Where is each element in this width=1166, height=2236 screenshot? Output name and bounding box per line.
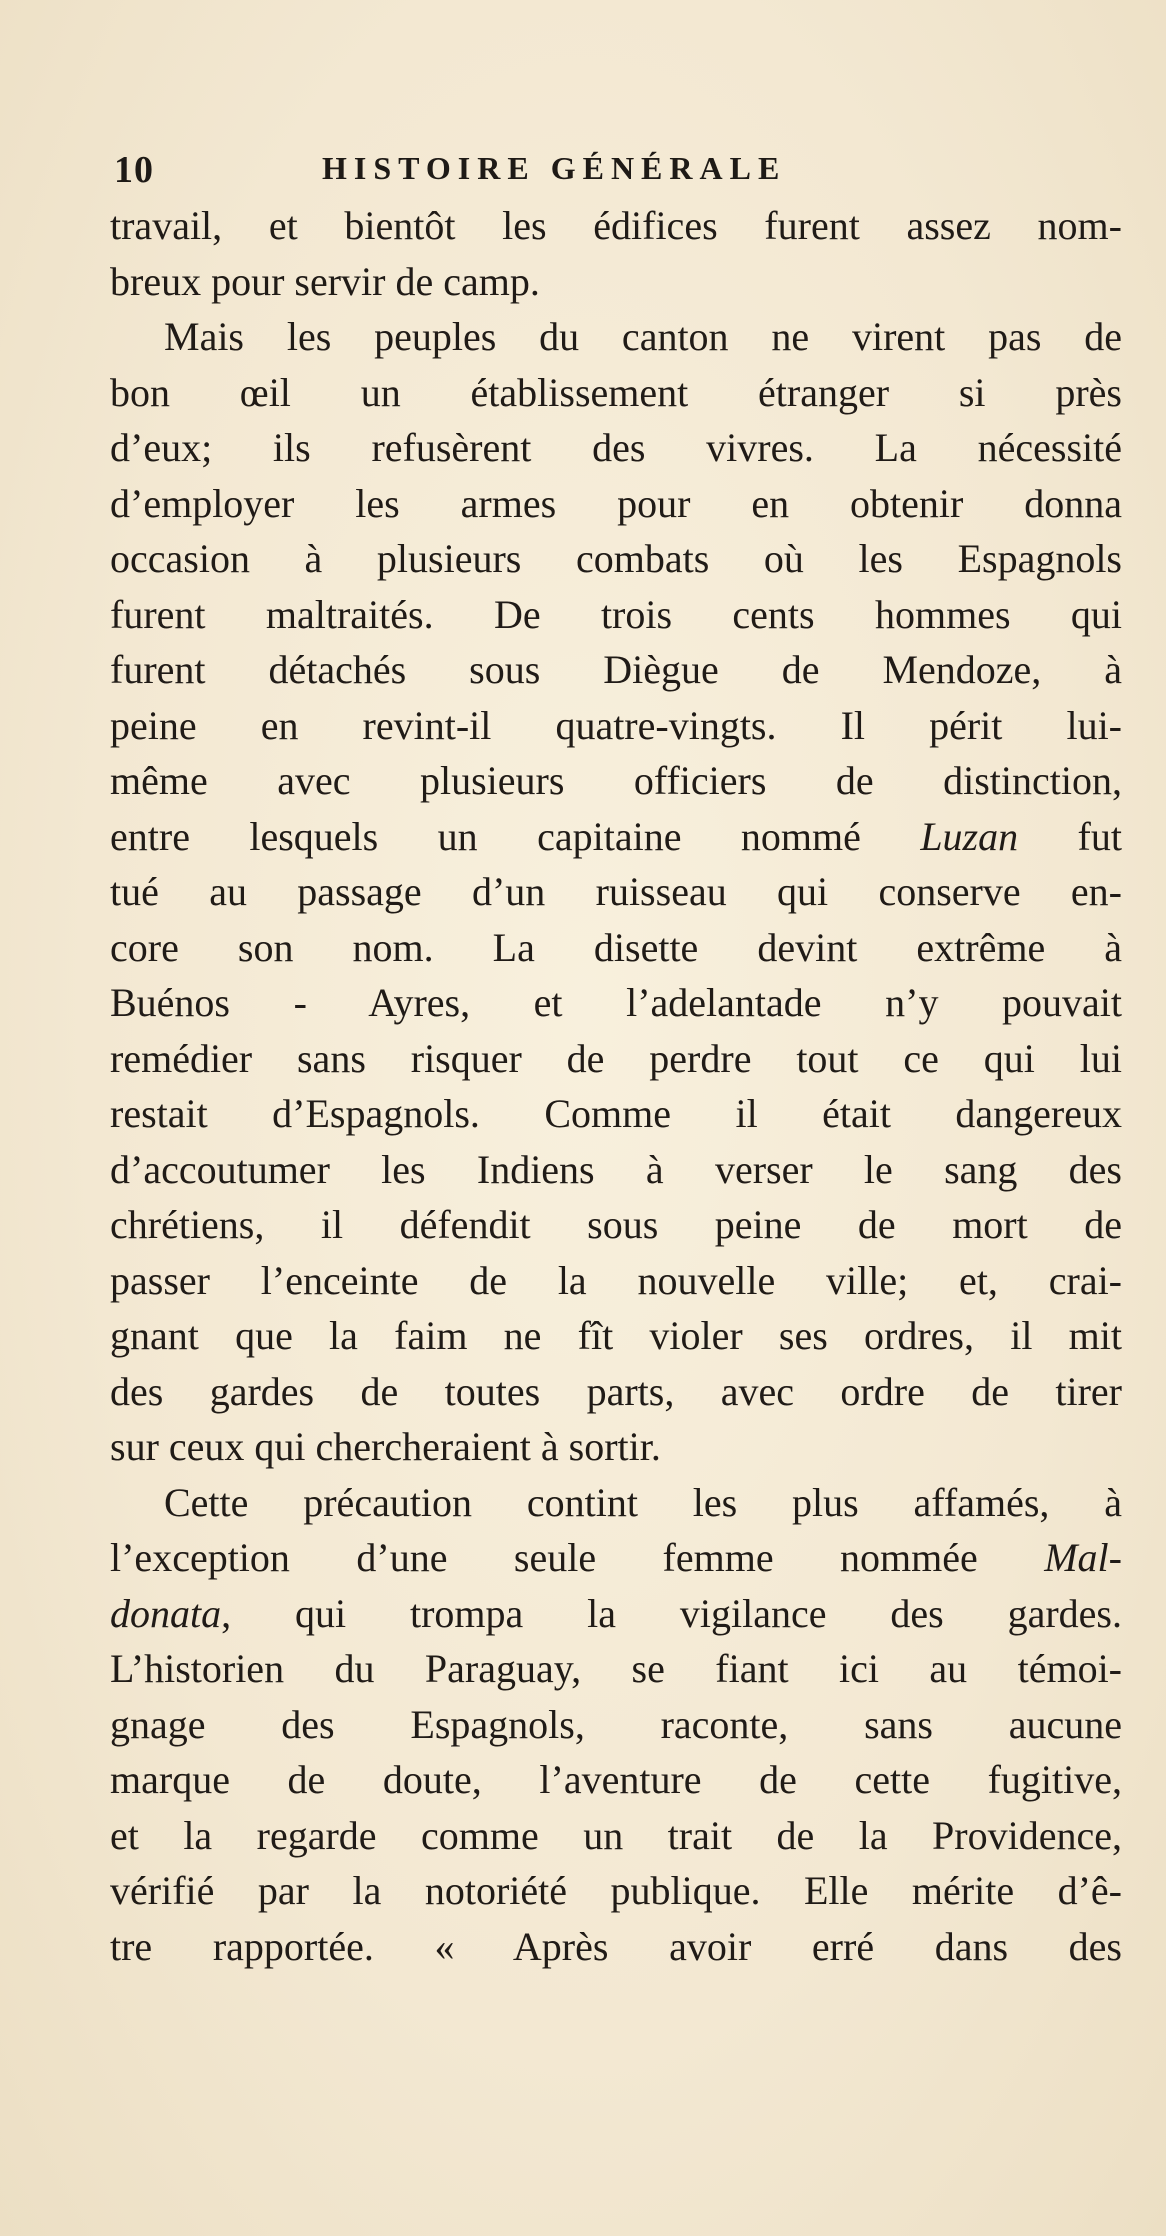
- text-run: breux pour servir de camp.: [110, 258, 540, 304]
- page-number: 10: [114, 149, 154, 191]
- running-head: HISTOIRE GÉNÉRALE: [322, 150, 787, 186]
- text-run: L’historien du Paraguay, se fiant ici au témoi-: [110, 1646, 1122, 1691]
- italic-text: Mal-: [1044, 1535, 1122, 1580]
- text-line: [110, 809, 1122, 865]
- text-run: furent détachés sous Diègue de Mendoze, à: [110, 647, 1122, 692]
- text-line: [110, 1364, 1122, 1420]
- text-line: [110, 1808, 1122, 1864]
- text-line: [110, 254, 1122, 310]
- text-line: [110, 642, 1122, 698]
- text-line: [110, 587, 1122, 643]
- text-run: vérifié par la notoriété publique. Elle mérite d’ê-: [110, 1868, 1122, 1913]
- text-line: [110, 1586, 1122, 1642]
- text-run: occasion à plusieurs combats où les Espagnols: [110, 536, 1122, 581]
- text-line: [110, 975, 1122, 1031]
- text-run: tué au passage d’un ruisseau qui conserve en-: [110, 869, 1122, 914]
- text-line: [110, 1197, 1122, 1253]
- text-line: [110, 531, 1122, 587]
- text-line: [110, 1086, 1122, 1142]
- text-run: furent maltraités. De trois cents hommes qui: [110, 591, 1122, 637]
- text-run: Buénos - Ayres, et l’adelantade n’y pouvait: [110, 980, 1122, 1025]
- text-line: [110, 365, 1122, 421]
- italic-text: donata: [110, 1590, 222, 1636]
- text-run: Cette précaution contint les plus affamés, à: [164, 1479, 1122, 1525]
- text-run: gnant que la faim ne fît violer ses ordres, il mit: [110, 1313, 1122, 1358]
- text-line: [110, 1641, 1122, 1697]
- text-run: Mais les peuples du canton ne virent pas de: [164, 314, 1122, 359]
- text-run: restait d’Espagnols. Comme il était dangereux: [110, 1091, 1122, 1136]
- text-line: [110, 753, 1122, 809]
- text-line: [110, 1419, 1122, 1475]
- text-run: travail, et bientôt les édifices furent assez nom-: [110, 203, 1122, 248]
- text-line: [110, 1863, 1122, 1919]
- text-run: tre rapportée. « Après avoir erré dans des: [110, 1923, 1122, 1969]
- text-line: [110, 920, 1122, 976]
- text-run: remédier sans risquer de perdre tout ce qui lui: [110, 1035, 1122, 1081]
- text-line: [110, 864, 1122, 920]
- text-run: passer l’enceinte de la nouvelle ville; et, crai-: [110, 1257, 1122, 1303]
- text-run: chrétiens, il défendit sous peine de mort de: [110, 1202, 1122, 1247]
- text-run: entre lesquels un capitaine nommé: [110, 813, 921, 859]
- text-line: [110, 1142, 1122, 1198]
- text-line: [110, 1697, 1122, 1753]
- text-line: [110, 1530, 1122, 1586]
- text-run: d’employer les armes pour en obtenir donna: [110, 480, 1122, 526]
- body-text: [110, 198, 1122, 1974]
- page-header: [114, 148, 1114, 198]
- text-line: [110, 1919, 1122, 1975]
- text-run: core son nom. La disette devint extrême à: [110, 924, 1122, 970]
- text-line: [110, 198, 1122, 254]
- text-run: d’accoutumer les Indiens à verser le sang des: [110, 1146, 1122, 1192]
- text-line: [110, 1475, 1122, 1531]
- text-line: [110, 1308, 1122, 1364]
- text-line: [110, 309, 1122, 365]
- text-run: des gardes de toutes parts, avec ordre de tirer: [110, 1368, 1122, 1414]
- text-run: bon œil un établissement étranger si près: [110, 369, 1122, 415]
- text-run: l’exception d’une seule femme nommée: [110, 1535, 1045, 1580]
- text-run: peine en revint-il quatre-vingts. Il périt lui-: [110, 702, 1122, 748]
- text-run: gnage des Espagnols, raconte, sans aucune: [110, 1701, 1122, 1747]
- text-line: [110, 1031, 1122, 1087]
- text-run: fut: [1018, 813, 1122, 859]
- text-line: [110, 420, 1122, 476]
- text-line: [110, 698, 1122, 754]
- text-line: [110, 1253, 1122, 1309]
- text-line: [110, 476, 1122, 532]
- text-line: [110, 1752, 1122, 1808]
- text-run: marque de doute, l’aventure de cette fugitive,: [110, 1757, 1122, 1802]
- text-run: même avec plusieurs officiers de distinction,: [110, 758, 1122, 803]
- text-run: d’eux; ils refusèrent des vivres. La nécessité: [110, 425, 1122, 470]
- text-run: et la regarde comme un trait de la Providence,: [110, 1812, 1122, 1858]
- text-run: , qui trompa la vigilance des gardes.: [221, 1590, 1122, 1636]
- text-run: sur ceux qui chercheraient à sortir.: [110, 1424, 661, 1469]
- italic-text: Luzan: [920, 813, 1019, 859]
